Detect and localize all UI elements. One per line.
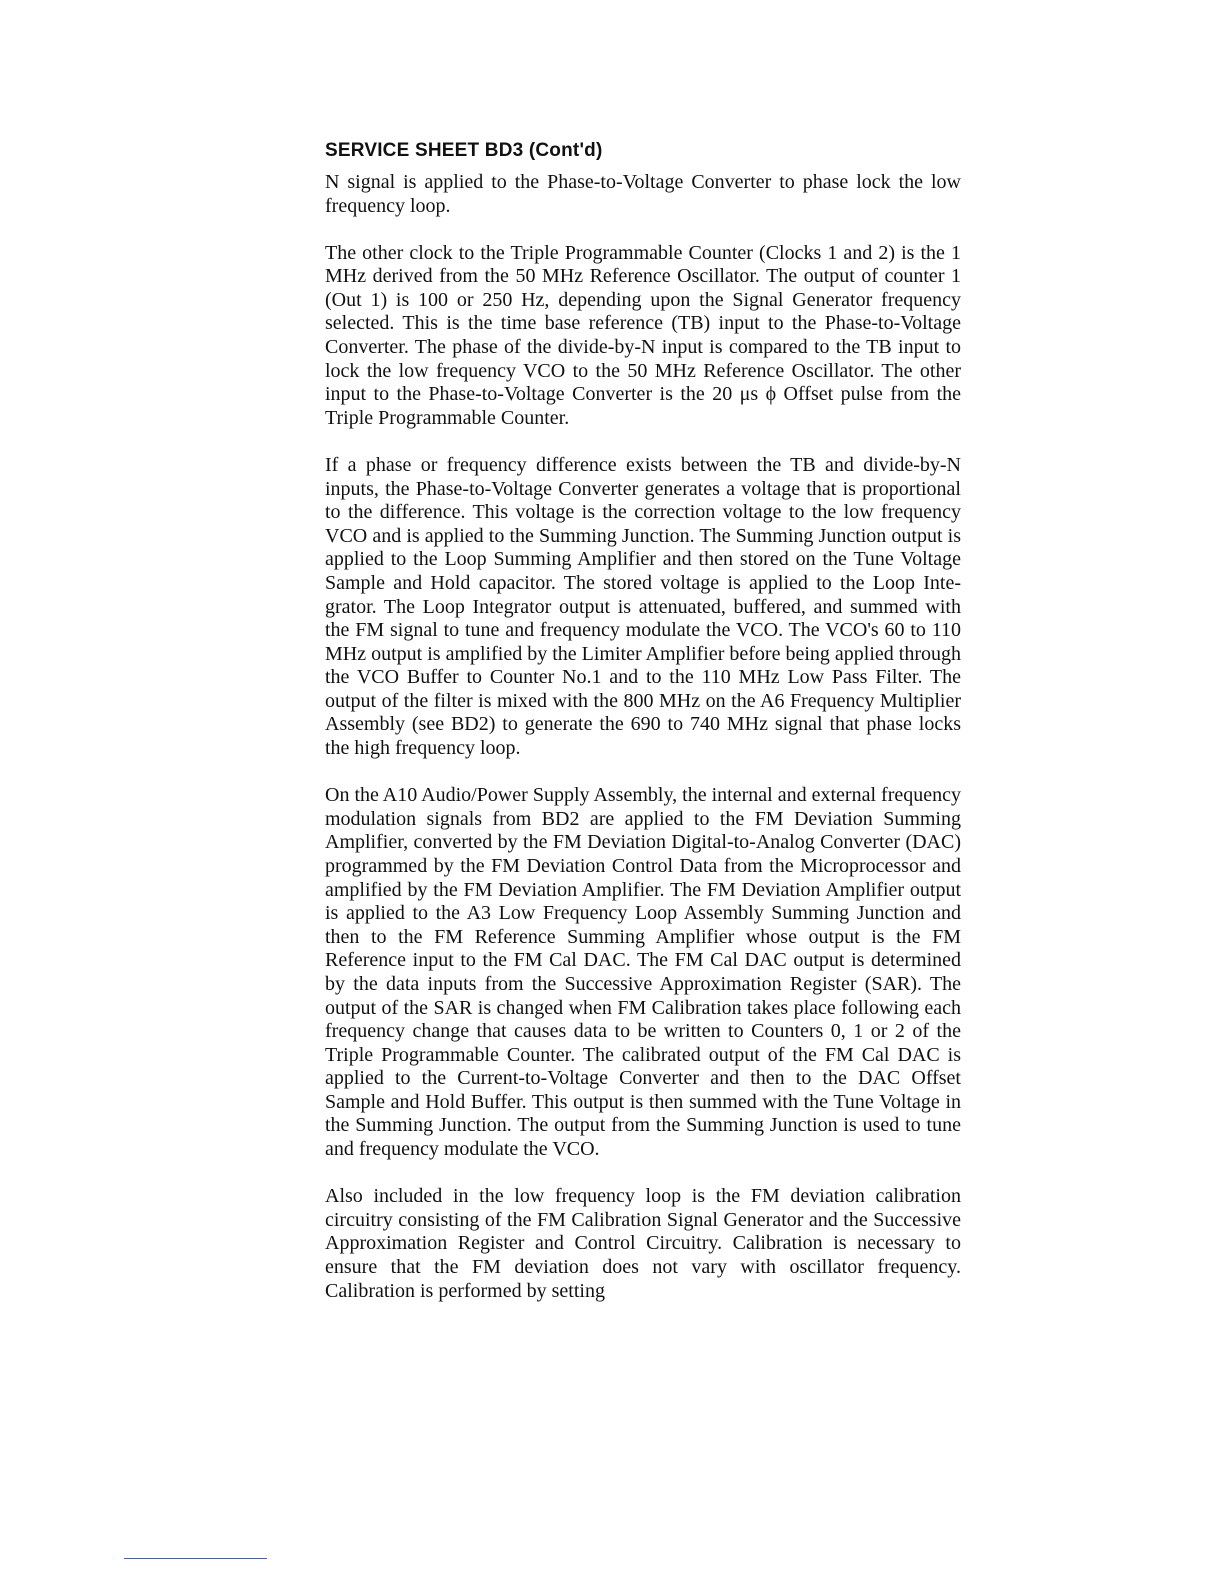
paragraph-3: If a phase or frequency difference exists between the TB and divide-by-N inputs, the Phase-to-Voltage Converter generates a voltage that is proportional to the difference. This voltage is the correction voltage to the low frequency VCO and is applied to the Summing Junction. The Summing Junction output is applied to the Loop Summing Amplifier and then stored on the Tune Voltage Sample and Hold capacitor. The stored voltage is applied to the Loop Integrator. The Loop Integrator output is attenuated, buffered, and summed with the FM signal to tune and frequency modulate the VCO. The VCO's 60 to 110 MHz output is amplified by the Limiter Amplifier before being applied through the VCO Buffer to Counter No.1 and to the 110 MHz Low Pass Filter. The output of the filter is mixed with the 800 MHz on the A6 Frequency Multiplier Assembly (see BD2) to generate the 690 to 740 MHz signal that phase locks the high frequency loop. [325, 453, 961, 760]
footer-rule [124, 1558, 267, 1559]
body-text [325, 171, 961, 1327]
paragraph-4: On the A10 Audio/Power Supply Assembly, the internal and external frequency modulation signals from BD2 are applied to the FM Deviation Summing Amplifier, converted by the FM Deviation Digital-to-Analog Converter (DAC) programmed by the FM Deviation Control Data from the Microprocessor and amplified by the FM Deviation Amplifier. The FM Deviation Amplifier output is applied to the A3 Low Frequency Loop Assembly Summing Junction and then to the FM Reference Summing Amplifier whose output is the FM Reference input to the FM Cal DAC. The FM Cal DAC output is determined by the data inputs from the Successive Approximation Register (SAR). The output of the SAR is changed when FM Calibration takes place following each frequency change that causes data to be written to Counters 0, 1 or 2 of the Triple Programmable Counter. The calibrated output of the FM Cal DAC is applied to the Current-to-Voltage Converter and then to the DAC Offset Sample and Hold Buffer. This output is then summed with the Tune Voltage in the Summing Junction. The output from the Summing Junction is used to tune and frequency modulate the VCO. [325, 784, 961, 1161]
page-heading: SERVICE SHEET BD3 (Cont'd) [325, 140, 603, 161]
paragraph-5: Also included in the low frequency loop is the FM deviation calibration circuitry consisting of the FM Calibration Signal Generator and the Successive Approximation Register and Control Circuitry. Calibration is necessary to ensure that the FM deviation does not vary with oscillator frequency. Calibration is performed by setting [325, 1185, 961, 1302]
paragraph-1: N signal is applied to the Phase-to-Voltage Converter to phase lock the low frequency loop. [325, 171, 961, 217]
paragraph-2: The other clock to the Triple Programmable Counter (Clocks 1 and 2) is the 1 MHz derived from the 50 MHz Reference Oscillator. The output of counter 1 (Out 1) is 100 or 250 Hz, depending upon the Signal Generator frequency selected. This is the time base reference (TB) input to the Phase-to-Voltage Converter. The phase of the divide-by-N input is compared to the TB input to lock the low frequency VCO to the 50 MHz Reference Oscillator. The other input to the Phase-to-Voltage Converter is the 20 μs ϕ Offset pulse from the Triple Programmable Counter. [325, 241, 961, 429]
